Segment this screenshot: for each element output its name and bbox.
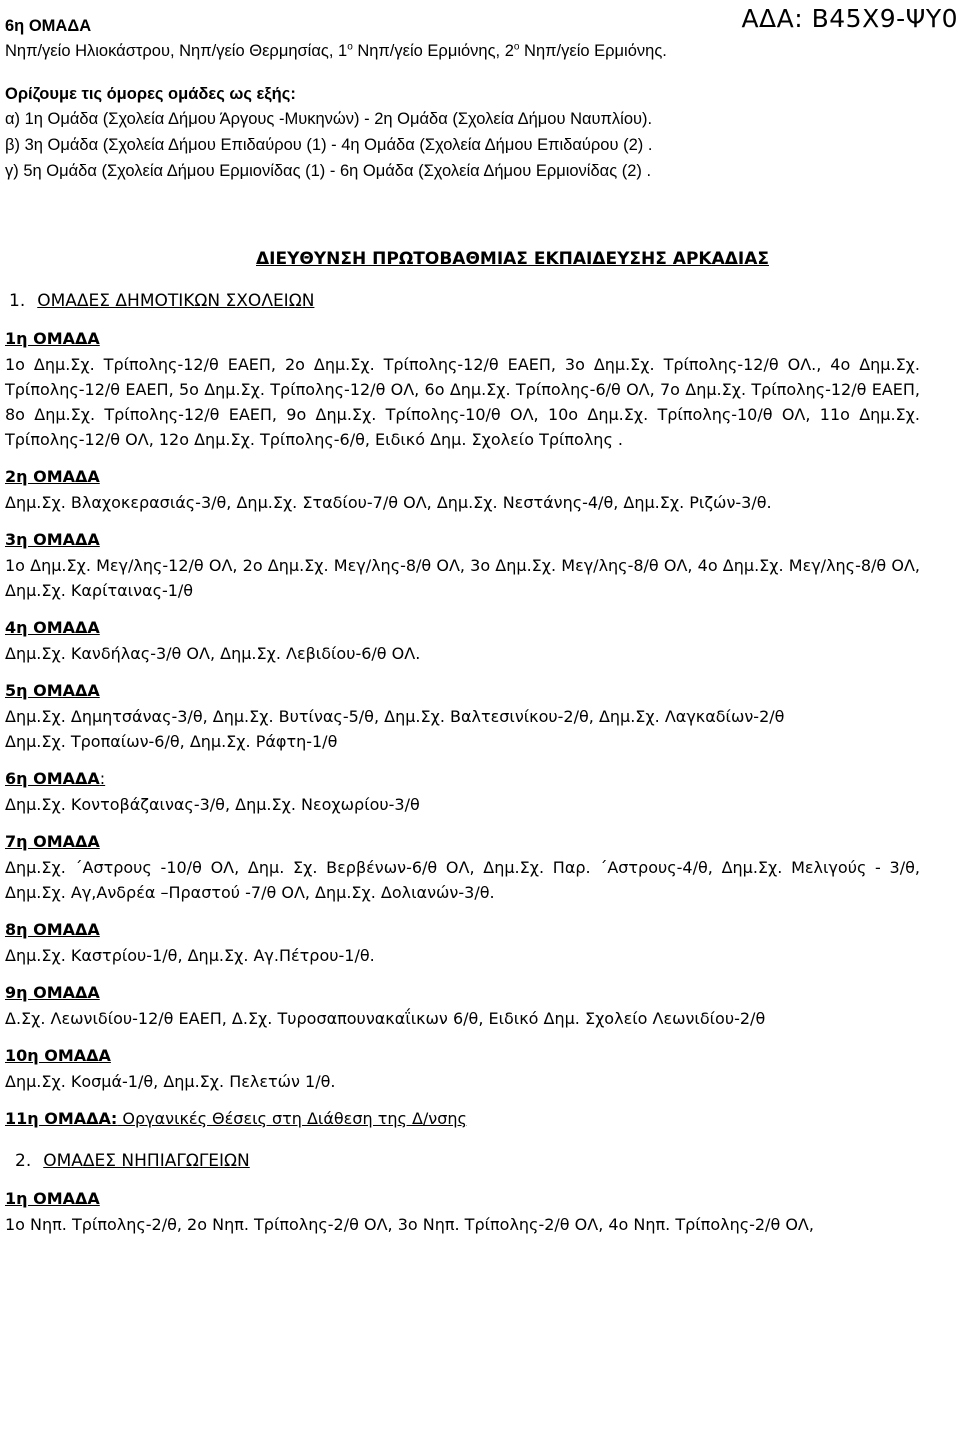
group-6-title: 6η ΟΜΑΔΑ xyxy=(5,17,92,35)
school-group xyxy=(5,615,920,666)
group-title: 6η ΟΜΑΔΑ xyxy=(5,769,100,788)
school-group xyxy=(5,980,920,1031)
group-schools-line: Δημ.Σχ. Καστρίου-1/θ, Δημ.Σχ. Αγ.Πέτρου-1/θ. xyxy=(5,946,375,965)
group-11-text: Οργανικές Θέσεις στη Διάθεση της Δ/νσης xyxy=(117,1109,467,1128)
group-title: 1η ΟΜΑΔΑ xyxy=(5,329,100,348)
group-schools-line: Δημ.Σχ. Βλαχοκερασιάς-3/θ, Δημ.Σχ. Σταδίου-7/θ ΟΛ, Δημ.Σχ. Νεστάνης-4/θ, Δημ.Σχ. Ριζών-3/θ. xyxy=(5,493,772,512)
kindergarten-group-1-line: 1ο Νηπ. Τρίπολης-2/θ, 2ο Νηπ. Τρίπολης-2/θ ΟΛ, 3ο Νηπ. Τρίπολης-2/θ ΟΛ, 4ο Νηπ. Τρίπολης-2/θ ΟΛ, xyxy=(5,1215,814,1234)
school-group xyxy=(5,527,920,603)
group-6-kindergartens: Νηπ/γείο Ηλιοκάστρου, Νηπ/γείο Θερμησίας, $1^o$ Νηπ/γείο Ερμιόνης, $2^o$ Νηπ/γείο Ερμιόνης. xyxy=(5,41,667,60)
group-schools-line: Δημ.Σχ. Τροπαίων-6/θ, Δημ.Σχ. Ράφτη-1/θ xyxy=(5,732,338,751)
school-group xyxy=(5,766,920,817)
argolida-continuation xyxy=(5,14,905,184)
group-11 xyxy=(5,1106,920,1132)
school-group xyxy=(5,829,920,905)
neighbor-line: γ) 5η Ομάδα (Σχολεία Δήμου Ερμιονίδας (1) - 6η Ομάδα (Σχολεία Δήμου Ερμιονίδας (2) . xyxy=(5,162,652,180)
neighbor-groups-title: Ορίζουμε τις όμορες ομάδες ως εξής: xyxy=(5,85,296,103)
section-2-heading: 2. ΟΜΑΔΕΣ ΝΗΠΙΑΓΩΓΕΙΩΝ xyxy=(15,1151,250,1171)
group-title: 2η ΟΜΑΔΑ xyxy=(5,467,100,486)
group-schools-line: Δημ.Σχ. Κοντοβάζαινας-3/θ, Δημ.Σχ. Νεοχωρίου-3/θ xyxy=(5,795,420,814)
neighbor-line: α) 1η Ομάδα (Σχολεία Δήμου Άργους -Μυκηνών) - 2η Ομάδα (Σχολεία Δήμου Ναυπλίου). xyxy=(5,110,653,128)
group-schools-line: Δημ.Σχ. Δημητσάνας-3/θ, Δημ.Σχ. Βυτίνας-5/θ, Δημ.Σχ. Βαλτεσινίκου-2/θ, Δημ.Σχ. Λαγκαδίων-2/θ xyxy=(5,707,785,726)
group-title-suffix: : xyxy=(99,769,106,788)
group-title: 9η ΟΜΑΔΑ xyxy=(5,983,100,1002)
group-schools-line: Δ.Σχ. Λεωνιδίου-12/θ ΕΑΕΠ, Δ.Σχ. Τυροσαπουνακαΐικων 6/θ, Ειδικό Δημ. Σχολείο Λεωνιδίου-2/θ xyxy=(5,1009,766,1028)
group-11-title: 11η ΟΜΑΔΑ: xyxy=(5,1109,118,1128)
group-title: 7η ΟΜΑΔΑ xyxy=(5,832,100,851)
primary-school-groups xyxy=(5,326,920,1094)
group-title: 8η ΟΜΑΔΑ xyxy=(5,920,100,939)
group-schools-line: 1ο Δημ.Σχ. Τρίπολης-12/θ ΕΑΕΠ, 2ο Δημ.Σχ. Τρίπολης-12/θ ΕΑΕΠ, 3ο Δημ.Σχ. Τρίπολης-12/θ ΟΛ., 4ο Δημ.Σχ. Τρίπολης-12/θ ΕΑΕΠ, 5ο Δημ.Σχ. Τρίπολης-12/θ ΟΛ, 6ο Δημ.Σχ. Τρίπολης-6/θ ΟΛ, 7ο Δημ.Σχ. Τρίπολης-12/θ ΕΑΕΠ, 8ο Δημ.Σχ. Τρίπολης-12/θ ΕΑΕΠ, 9ο Δημ.Σχ. Τρίπολης-10/θ ΟΛ, 10ο Δημ.Σχ. Τρίπολης-10/θ ΟΛ, 11ο Δημ.Σχ. Τρίπολης-12/θ ΟΛ, 12ο Δημ.Σχ. Τρίπολης-6/θ, Ειδικό Δημ. Σχολείο Τρίπολης . xyxy=(5,355,920,449)
group-title: 4η ΟΜΑΔΑ xyxy=(5,618,100,637)
section-1-heading: 1. ΟΜΑΔΕΣ ΔΗΜΟΤΙΚΩΝ ΣΧΟΛΕΙΩΝ xyxy=(9,291,315,311)
ada-code: ΑΔΑ: Β45Χ9-ΨΥ0 xyxy=(741,4,958,33)
school-group xyxy=(5,464,920,515)
group-title: 5η ΟΜΑΔΑ xyxy=(5,681,100,700)
school-group xyxy=(5,917,920,968)
group-title: 3η ΟΜΑΔΑ xyxy=(5,530,100,549)
neighbor-line: β) 3η Ομάδα (Σχολεία Δήμου Επιδαύρου (1) - 4η Ομάδα (Σχολεία Δήμου Επιδαύρου (2) . xyxy=(5,136,653,154)
directorate-heading: ΔΙΕΥΘΥΝΣΗ ΠΡΩΤΟΒΑΘΜΙΑΣ ΕΚΠΑΙΔΕΥΣΗΣ ΑΡΚΑΔΙΑΣ xyxy=(256,249,769,269)
group-schools-line: Δημ.Σχ. Κοσμά-1/θ, Δημ.Σχ. Πελετών 1/θ. xyxy=(5,1072,336,1091)
school-group xyxy=(5,678,920,754)
group-schools-line: Δημ.Σχ. ΄Αστρους -10/θ ΟΛ, Δημ. Σχ. Βερβένων-6/θ ΟΛ, Δημ.Σχ. Παρ. ΄Αστρους-4/θ, Δημ.Σχ. Μελιγούς - 3/θ, Δημ.Σχ. Αγ,Ανδρέα –Πραστού -7/θ ΟΛ, Δημ.Σχ. Δολιανών-3/θ. xyxy=(5,858,920,902)
group-schools-line: Δημ.Σχ. Κανδήλας-3/θ ΟΛ, Δημ.Σχ. Λεβιδίου-6/θ ΟΛ. xyxy=(5,644,421,663)
school-group xyxy=(5,1043,920,1094)
school-group xyxy=(5,326,920,452)
arcadia-section xyxy=(5,242,920,1249)
group-schools-line: 1ο Δημ.Σχ. Μεγ/λης-12/θ ΟΛ, 2ο Δημ.Σχ. Μεγ/λης-8/θ ΟΛ, 3ο Δημ.Σχ. Μεγ/λης-8/θ ΟΛ, 4ο Δημ.Σχ. Μεγ/λης-8/θ ΟΛ, Δημ.Σχ. Καρίταινας-1/θ xyxy=(5,556,920,600)
group-title: 10η ΟΜΑΔΑ xyxy=(5,1046,111,1065)
kindergarten-group-1 xyxy=(5,1186,920,1237)
kindergarten-group-1-title: 1η ΟΜΑΔΑ xyxy=(5,1189,100,1208)
